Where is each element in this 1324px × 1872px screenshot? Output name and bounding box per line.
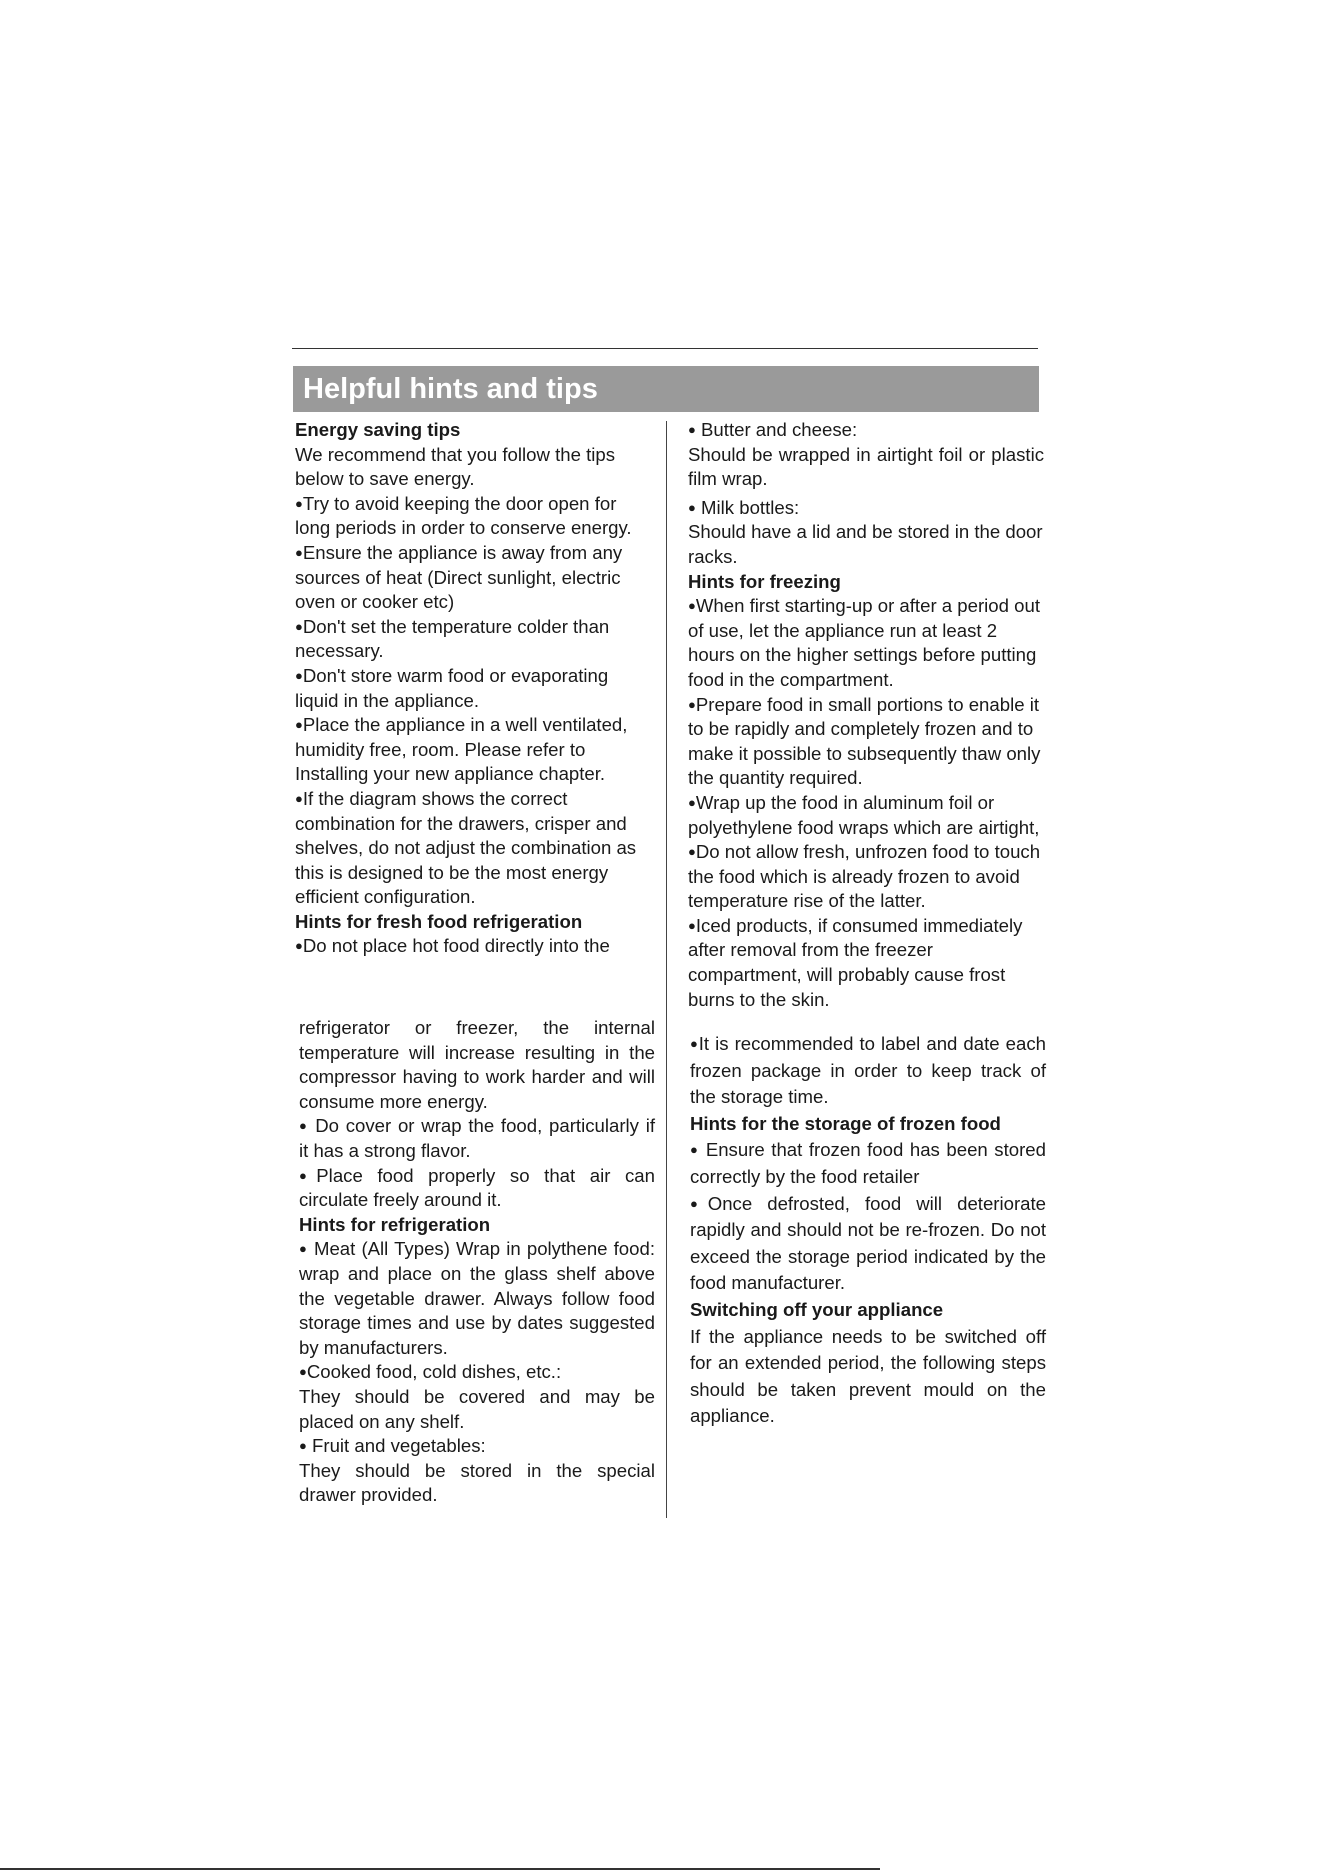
freezing-tip: ●Wrap up the food in aluminum foil or polyethylene food wraps which are airtight, (688, 791, 1040, 838)
freezing-tip: ●It is recommended to label and date each frozen package in order to keep track of the storage time. (690, 1033, 1046, 1108)
cooked-title: ●Cooked food, cold dishes, etc.: (299, 1361, 562, 1383)
bullet-icon: ● (299, 1167, 317, 1183)
fresh-tip: ● Do cover or wrap the food, particularly if it has a strong flavor. (299, 1115, 655, 1161)
energy-tip: ●Don't store warm food or evaporating liquid in the appliance. (295, 664, 609, 711)
energy-tip: ●If the diagram shows the correct combination for the drawers, crisper and shelves, do not adjust the combination as this is designed to be the most energy efficient configuration. (295, 787, 637, 908)
bullet-icon: ● (295, 544, 303, 560)
bullet-icon: ● (688, 794, 696, 810)
fruit-title: ● Fruit and vegetables: (299, 1435, 486, 1457)
fresh-tip-continued: refrigerator or freezer, the internal temperature will increase resulting in the compressor having to work harder and will consume more energy. (299, 1017, 655, 1112)
fresh-tip-start: ●Do not place hot food directly into the (295, 935, 610, 957)
frozen-storage-tip: ●Once defrosted, food will deteriorate rapidly and should not be re-frozen. Do not exceed the storage period indicated by the food manufacturer. (690, 1192, 1046, 1294)
bullet-icon: ● (295, 618, 303, 634)
section-title: Helpful hints and tips (303, 373, 598, 405)
freezing-tip: ●Prepare food in small portions to enable it to be rapidly and completely frozen and to make it possible to subsequently thaw only the quantity required. (688, 693, 1041, 789)
cooked-text: They should be covered and may be placed on any shelf. (299, 1385, 655, 1432)
bottom-rule (0, 1868, 880, 1870)
energy-heading: Energy saving tips (295, 419, 461, 440)
refrigeration-heading: Hints for refrigeration (299, 1213, 491, 1235)
energy-intro: We recommend that you follow the tips below to save energy. (295, 443, 616, 490)
section-banner (293, 366, 1039, 412)
right-column-upper (688, 418, 1044, 1012)
freezing-tip: ●When first starting-up or after a period out of use, let the appliance run at least 2 hours on the higher settings before putting food in the compartment. (688, 595, 1041, 690)
top-rule (292, 348, 1038, 349)
milk-text: Should have a lid and be stored in the door racks. (688, 521, 1043, 567)
fresh-tip: ●Place food properly so that air can circulate freely around it. (299, 1164, 655, 1211)
bullet-icon: ● (295, 938, 303, 954)
switching-off-text: If the appliance needs to be switched off for an extended period, the following steps should be taken prevent mould on the appliance. (690, 1325, 1046, 1427)
energy-tip: ●Ensure the appliance is away from any sources of heat (Direct sunlight, electric oven or cooker etc) (295, 541, 623, 613)
freezing-heading: Hints for freezing (688, 570, 841, 592)
bullet-icon: ● (688, 422, 696, 437)
left-column-lower (299, 1016, 655, 1508)
butter-title: ● Butter and cheese: (688, 419, 858, 440)
bullet-icon: ● (299, 1241, 308, 1257)
energy-tip: ●Place the appliance in a well ventilated, humidity free, room. Please refer to Installing your new appliance chapter. (295, 714, 628, 785)
bullet-icon: ● (295, 495, 303, 511)
switching-off-heading: Switching off your appliance (690, 1298, 944, 1320)
fruit-text: They should be stored in the special drawer provided. (299, 1459, 655, 1506)
column-divider (666, 421, 667, 1518)
frozen-storage-heading: Hints for the storage of frozen food (690, 1112, 1001, 1134)
right-column-lower (690, 1031, 1046, 1430)
bullet-icon: ● (688, 844, 696, 860)
meat-tip: ● Meat (All Types) Wrap in polythene food: wrap and place on the glass shelf above the vegetable drawer. Always follow food storage times and use by dates suggested by manufacturers. (299, 1238, 655, 1358)
fresh-heading: Hints for fresh food refrigeration (295, 910, 583, 932)
bullet-icon: ● (295, 790, 303, 806)
bullet-icon: ● (690, 1142, 700, 1158)
bullet-icon: ● (295, 667, 303, 683)
frozen-storage-tip: ● Ensure that frozen food has been stored correctly by the food retailer (690, 1139, 1046, 1187)
energy-tip: ●Try to avoid keeping the door open for long periods in order to conserve energy. (295, 492, 632, 539)
energy-tip: ●Don't set the temperature colder than necessary. (295, 615, 610, 662)
milk-title: ● Milk bottles: (688, 496, 800, 518)
butter-text: Should be wrapped in airtight foil or plastic film wrap. (688, 443, 1044, 490)
bullet-icon: ● (688, 598, 696, 614)
left-column-upper (295, 418, 651, 959)
freezing-tip: ●Do not allow fresh, unfrozen food to touch the food which is already frozen to avoid temperature rise of the latter. (688, 841, 1041, 912)
bullet-icon: ● (690, 1036, 699, 1051)
bullet-icon: ● (688, 917, 696, 933)
bullet-icon: ● (295, 717, 303, 733)
bullet-icon: ● (690, 1195, 708, 1211)
bullet-icon: ● (299, 1118, 309, 1134)
bullet-icon: ● (688, 499, 696, 515)
freezing-tip: ●Iced products, if consumed immediately after removal from the freezer compartment, will probably cause frost burns to the skin. (688, 914, 1023, 1010)
bullet-icon: ● (688, 696, 696, 712)
bullet-icon: ● (299, 1438, 307, 1454)
bullet-icon: ● (299, 1364, 307, 1380)
